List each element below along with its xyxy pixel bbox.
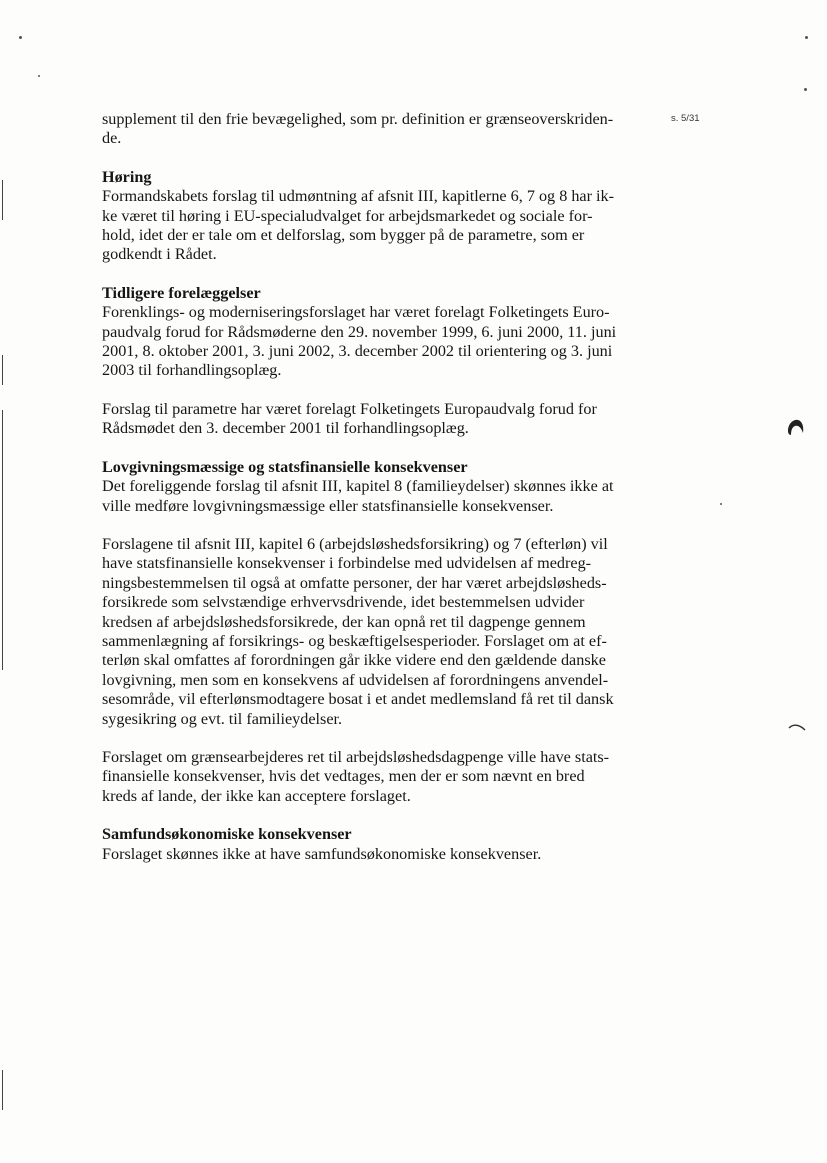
section-heading: Samfundsøkonomiske konsekvenser — [102, 825, 352, 844]
text-line: supplement til den frie bevægelighed, som pr. definition er grænseoverskriden- — [102, 110, 614, 128]
text-line: forsikrede som selvstændige erhvervsdrivende, idet bestemmelsen udvider — [102, 593, 585, 612]
text-line: sygesikring og evt. til familieydelser. — [102, 709, 343, 728]
paragraph — [102, 187, 622, 265]
scan-speck — [804, 88, 807, 91]
text-line: Forslaget skønnes ikke at have samfundsøkonomiske konsekvenser. — [102, 844, 542, 863]
text-line: 2001, 8. oktober 2001, 3. juni 2002, 3. december 2002 til orientering og 3. juni — [102, 342, 613, 361]
section-tidligere — [102, 284, 622, 439]
paragraph — [102, 477, 622, 516]
text-line: ville medføre lovgivningsmæssige eller statsfinansielle konsekvenser. — [102, 496, 554, 515]
text-line: Forslag til parametre har været forelagt Folketingets Europaudvalg forud for — [102, 399, 597, 418]
paragraph — [102, 110, 622, 149]
section-intro — [102, 110, 622, 149]
document-body — [102, 110, 622, 864]
section-horing — [102, 168, 622, 265]
text-line: 2003 til forhandlingsoplæg. — [102, 361, 282, 380]
scan-speck — [19, 36, 22, 39]
text-line: godkendt i Rådet. — [102, 245, 217, 264]
text-line: finansielle konsekvenser, hvis det vedtages, men der er som nævnt en bred — [102, 767, 585, 786]
paragraph — [102, 845, 622, 864]
scan-speck — [805, 36, 808, 39]
scan-speck — [720, 503, 722, 505]
text-line: kredsen af arbejdsløshedsforsikrede, der kan opnå ret til dagpenge gennem — [102, 612, 586, 631]
scan-edge-mark — [2, 355, 3, 385]
section-samfund — [102, 825, 622, 864]
section-heading: Lovgivningsmæssige og statsfinansielle konsekvenser — [102, 457, 468, 476]
section-heading: Høring — [102, 167, 152, 186]
text-line: terløn skal omfattes af forordningen går ikke videre end den gældende danske — [102, 651, 606, 670]
text-line: Forslaget om grænsearbejderes ret til arbejdsløshedsdagpenge ville have stats- — [102, 747, 610, 766]
text-line: sesområde, vil efterlønsmodtagere bosat i et andet medlemsland få ret til dansk — [102, 690, 614, 709]
text-line: hold, idet der er tale om et delforslag, som bygger på de parametre, som er — [102, 226, 585, 245]
text-line: have statsfinansielle konsekvenser i forbindelse med udvidelsen af medreg- — [102, 554, 592, 573]
section-lovgivning — [102, 458, 622, 807]
page-number: s. 5/31 — [671, 113, 700, 124]
text-line: Formandskabets forslag til udmøntning af afsnit III, kapitlerne 6, 7 og 8 har ik- — [102, 187, 615, 206]
text-line: kreds af lande, der ikke kan acceptere forslaget. — [102, 786, 411, 805]
paragraph — [102, 748, 622, 806]
scan-speck — [38, 75, 40, 77]
paragraph — [102, 535, 622, 729]
text-line: ningsbestemmelsen til også at omfatte personer, der har været arbejdsløsheds- — [102, 573, 607, 592]
scan-edge-mark — [2, 410, 3, 670]
text-line: Forslagene til afsnit III, kapitel 6 (arbejdsløshedsforsikring) og 7 (efterløn) vil — [102, 534, 608, 553]
section-heading: Tidligere forelæggelser — [102, 283, 261, 302]
paragraph — [102, 400, 622, 439]
punch-hole-mark — [787, 718, 807, 740]
scan-edge-mark — [2, 180, 3, 220]
text-line: de. — [102, 129, 122, 148]
text-line: ke været til høring i EU-specialudvalget for arbejdsmarkedet og sociale for- — [102, 206, 593, 225]
text-line: sammenlægning af forsikrings- og beskæftigelsesperioder. Forslaget om at ef- — [102, 631, 607, 650]
scan-edge-mark — [2, 1070, 3, 1110]
text-line: Det foreliggende forslag til afsnit III, kapitel 8 (familieydelser) skønnes ikke at — [102, 477, 614, 496]
text-line: paudvalg forud for Rådsmøderne den 29. november 1999, 6. juni 2000, 11. juni — [102, 322, 617, 341]
punch-hole-mark — [785, 417, 805, 439]
text-line: lovgivning, men som en konsekvens af udvidelsen af forordningens anvendel- — [102, 670, 609, 689]
text-line: Rådsmødet den 3. december 2001 til forhandlingsoplæg. — [102, 419, 469, 438]
text-line: Forenklings- og moderniseringsforslaget har været forelagt Folketingets Euro- — [102, 303, 610, 322]
paragraph — [102, 303, 622, 381]
